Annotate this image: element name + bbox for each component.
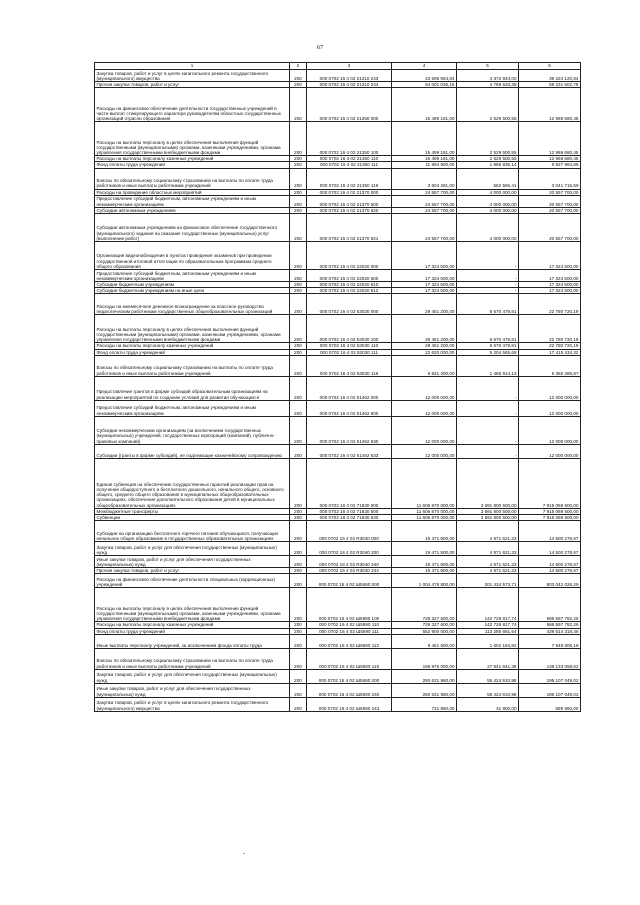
row-unexecuted-amount: 9 927 964,86 <box>519 162 581 168</box>
table-row <box>95 189 581 195</box>
table-row <box>95 294 581 315</box>
table-row <box>95 521 581 542</box>
row-unexecuted-amount: 12 000 000,00 <box>519 444 581 458</box>
row-budget-classification-code: 000 0702 16 4 02 Ш5590 200 <box>307 669 392 683</box>
row-budget-classification-code: 000 0702 16 4 02 21370 620 <box>307 207 392 213</box>
row-name: Предоставление субсидий бюджетным, автономным учреждениям и иным некоммерческим организациям <box>95 400 290 416</box>
column-number-3: 3 <box>307 63 392 70</box>
row-line-code: 200 <box>290 574 307 588</box>
row-executed-amount: 6 670 479,81 <box>457 315 519 343</box>
row-name: Межбюджетные трансферты <box>95 508 290 514</box>
row-budget-classification-code: 000 0702 16 4 02 61462 000 <box>307 376 392 400</box>
row-approved-amount: 19 471 900,00 <box>392 521 457 542</box>
row-name: Предоставление грантов в форме субсидий образовательным организациям на реализацию мероприятий по созданию условий для развития обучающихся <box>95 376 290 400</box>
row-budget-classification-code: 000 0702 16 4 02 61462 630 <box>307 416 392 444</box>
row-executed-amount: 55 424 910,98 <box>457 669 519 683</box>
table-row <box>95 242 581 270</box>
row-line-code: 200 <box>290 683 307 697</box>
row-unexecuted-amount: 22 780 720,19 <box>519 315 581 343</box>
row-budget-classification-code: 000 0702 16 4 02 22020 612 <box>307 288 392 294</box>
row-line-code: 200 <box>290 288 307 294</box>
row-approved-amount: 24 557 700,00 <box>392 189 457 195</box>
table-row <box>95 270 581 282</box>
row-line-code: 200 <box>290 270 307 282</box>
table-row <box>95 168 581 189</box>
row-name: Иные закупки товаров, работ и услуг для обеспечения государственных (муниципальных) нужд <box>95 683 290 697</box>
row-line-code: 200 <box>290 669 307 683</box>
row-executed-amount: - <box>457 444 519 458</box>
row-line-code: 200 <box>290 343 307 349</box>
row-line-code: 200 <box>290 556 307 568</box>
row-executed-amount: 142 729 817,74 <box>457 622 519 628</box>
row-line-code: 200 <box>290 207 307 213</box>
row-line-code: 200 <box>290 648 307 669</box>
row-executed-amount: 201 434 573,71 <box>457 574 519 588</box>
row-line-code: 200 <box>290 416 307 444</box>
row-approved-amount: 12 000 000,00 <box>392 444 457 458</box>
row-executed-amount: 4 971 621,33 <box>457 542 519 556</box>
row-name: Фонд оплаты труда учреждений <box>95 349 290 355</box>
row-executed-amount: - <box>457 416 519 444</box>
row-line-code: 200 <box>290 444 307 458</box>
row-name: Субсидии бюджетным учреждениям на иные цели <box>95 288 290 294</box>
row-name: Субсидии автономным учреждениям <box>95 207 290 213</box>
row-executed-amount: 1 966 935,14 <box>457 162 519 168</box>
row-unexecuted-amount: 14 500 278,67 <box>519 521 581 542</box>
table-row <box>95 195 581 207</box>
footer-mark: - <box>243 851 245 857</box>
row-line-code: 200 <box>290 82 307 88</box>
table-row <box>95 568 581 574</box>
table-row <box>95 88 581 122</box>
row-budget-classification-code: 000 0702 16 4 02 Ш5590 240 <box>307 683 392 697</box>
row-unexecuted-amount: 439 614 318,46 <box>519 628 581 634</box>
row-approved-amount: 11 606 870 000,00 <box>392 515 457 521</box>
row-approved-amount: 552 900 000,00 <box>392 628 457 634</box>
row-approved-amount: 6 831 200,00 <box>392 355 457 376</box>
row-executed-amount: 4 769 533,38 <box>457 82 519 88</box>
row-line-code: 200 <box>290 508 307 514</box>
row-budget-classification-code: 000 0702 16 4 02 Ш5590 110 <box>307 622 392 628</box>
row-executed-amount: 4 971 621,33 <box>457 568 519 574</box>
row-approved-amount: 11 606 870 000,00 <box>392 458 457 508</box>
row-budget-classification-code: 000 0702 16 4 02 21350 111 <box>307 162 392 168</box>
row-budget-classification-code: 000 0702 16 4 02 61462 600 <box>307 400 392 416</box>
table-row <box>95 207 581 213</box>
row-budget-classification-code: 000 0702 16 4 02 21350 100 <box>307 122 392 156</box>
table-row <box>95 315 581 343</box>
column-number-5: 5 <box>457 63 519 70</box>
row-unexecuted-amount: 20 557 700,00 <box>519 214 581 242</box>
row-budget-classification-code: 000 0702 16 4 02 21350 119 <box>307 168 392 189</box>
row-budget-classification-code: 000 0702 16 4 02 Ш5590 243 <box>307 697 392 711</box>
table-row <box>95 634 581 648</box>
row-executed-amount: 3 691 800 500,00 <box>457 508 519 514</box>
row-unexecuted-amount: 22 780 720,19 <box>519 343 581 349</box>
row-name: Закупка товаров, работ и услуг для обеспечения государственных (муниципальных) нужд <box>95 542 290 556</box>
row-unexecuted-amount: 7 915 069 500,00 <box>519 515 581 521</box>
row-executed-amount: 5 204 565,68 <box>457 349 519 355</box>
row-budget-classification-code: 000 0702 16 4 02 21310 243 <box>307 70 392 82</box>
table-row <box>95 542 581 556</box>
row-executed-amount: 4 971 621,33 <box>457 521 519 542</box>
row-executed-amount: 1 602 194,82 <box>457 634 519 648</box>
row-name: Фонд оплаты труда учреждений <box>95 162 290 168</box>
row-name: Расходы на ежемесячное денежное вознаграждение за классное руководство педагогическим работникам государственных общеобразовательных организаций <box>95 294 290 315</box>
row-unexecuted-amount: 7 915 069 500,00 <box>519 508 581 514</box>
row-unexecuted-amount: 12 000 000,00 <box>519 400 581 416</box>
row-executed-amount: 4 971 621,33 <box>457 556 519 568</box>
row-budget-classification-code: 000 0702 16 4 02 22020 610 <box>307 282 392 288</box>
row-unexecuted-amount: 17 324 500,00 <box>519 270 581 282</box>
row-unexecuted-amount: 20 557 700,00 <box>519 189 581 195</box>
row-approved-amount: 17 324 500,00 <box>392 288 457 294</box>
row-unexecuted-amount: 689 960,00 <box>519 697 581 711</box>
row-approved-amount: 250 631 960,00 <box>392 669 457 683</box>
row-executed-amount: 55 424 910,98 <box>457 683 519 697</box>
row-name: Иные закупки товаров, работ и услуг для обеспечения государственных (муниципальных) нужд <box>95 556 290 568</box>
row-unexecuted-amount: 7 849 605,18 <box>519 634 581 648</box>
table-row <box>95 458 581 508</box>
row-budget-classification-code: 000 0702 16 4 02 Ш5590 119 <box>307 648 392 669</box>
row-name: Субвенции <box>95 515 290 521</box>
row-name: Взносы по обязательному социальному страхованию на выплаты по оплате труда работников и иные выплаты работникам учреждений <box>95 648 290 669</box>
row-approved-amount: 12 000 000,00 <box>392 376 457 400</box>
row-approved-amount: 166 976 000,00 <box>392 648 457 669</box>
page-number: 67 <box>316 44 324 51</box>
column-number-2: 2 <box>290 63 307 70</box>
row-name: Субсидии бюджетным учреждениям <box>95 282 290 288</box>
row-budget-classification-code: 000 0702 16 4 02 Ш5590 112 <box>307 634 392 648</box>
row-approved-amount: 1 004 476 800,00 <box>392 574 457 588</box>
row-name: Расходы на выплаты персоналу в целях обеспечения выполнения функций государственными (муниципальными) органами, казенными учреждениями, органами управления государственными внебюджетными фондами <box>95 122 290 156</box>
row-unexecuted-amount: 3 041 715,59 <box>519 168 581 189</box>
row-unexecuted-amount: 803 042 026,29 <box>519 574 581 588</box>
row-line-code: 200 <box>290 122 307 156</box>
row-budget-classification-code: 000 0702 16 4 02 R3040 000 <box>307 521 392 542</box>
row-budget-classification-code: 000 0702 16 4 02 Ш5590 000 <box>307 574 392 588</box>
row-budget-classification-code: 000 0702 16 4 02 21370 621 <box>307 214 392 242</box>
row-executed-amount: 562 565,41 <box>457 168 519 189</box>
row-name: Субсидии на организацию бесплатного горячего питания обучающихся, получающих начальное общее образование в государственных образовательных организациях <box>95 521 290 542</box>
row-approved-amount: 250 631 960,00 <box>392 683 457 697</box>
budget-execution-table <box>94 62 581 712</box>
row-unexecuted-amount: 12 000 000,00 <box>519 376 581 400</box>
row-executed-amount: 4 372 844,00 <box>457 70 519 82</box>
row-unexecuted-amount: 39 224 120,84 <box>519 70 581 82</box>
table-row <box>95 355 581 376</box>
row-executed-amount: 2 529 500,55 <box>457 122 519 156</box>
row-name: Субсидии автономным учреждениям на финансовое обеспечение государственного (муниципального) задания на оказание государственных (муниципальных) услуг (выполнение работ) <box>95 214 290 242</box>
table-row <box>95 70 581 82</box>
column-number-4: 4 <box>392 63 457 70</box>
column-number-6: 6 <box>519 63 581 70</box>
row-unexecuted-amount: 586 597 782,26 <box>519 588 581 622</box>
table-row <box>95 156 581 162</box>
row-budget-classification-code: 000 0702 16 4 02 71830 530 <box>307 515 392 521</box>
row-unexecuted-amount: 586 597 782,26 <box>519 622 581 628</box>
row-line-code: 200 <box>290 697 307 711</box>
row-unexecuted-amount: 195 107 049,02 <box>519 683 581 697</box>
row-unexecuted-amount: 12 969 680,45 <box>519 122 581 156</box>
table-row <box>95 622 581 628</box>
row-approved-amount: 17 324 500,00 <box>392 242 457 270</box>
table-row <box>95 122 581 156</box>
row-name: Предоставление субсидий бюджетным, автономным учреждениям и иным некоммерческим организациям <box>95 195 290 207</box>
row-executed-amount: - <box>457 242 519 270</box>
row-budget-classification-code: 000 0702 16 4 02 Ш5590 100 <box>307 588 392 622</box>
row-executed-amount: - <box>457 282 519 288</box>
table-row <box>95 588 581 622</box>
row-approved-amount: 29 451 200,00 <box>392 343 457 349</box>
row-line-code: 200 <box>290 628 307 634</box>
row-line-code: 200 <box>290 355 307 376</box>
row-name: Расходы на финансовое обеспечение деятельности государственных учреждений в части выплат стимулирующего характера руководителям областных государственных организаций отрасли образования <box>95 88 290 122</box>
row-unexecuted-amount: 14 500 278,67 <box>519 568 581 574</box>
row-line-code: 200 <box>290 622 307 628</box>
budget-execution-table-sheet <box>94 62 580 712</box>
table-row <box>95 416 581 444</box>
row-approved-amount: 12 000 000,00 <box>392 400 457 416</box>
row-unexecuted-amount: 139 133 058,62 <box>519 648 581 669</box>
row-approved-amount: 11 894 900,00 <box>392 162 457 168</box>
row-budget-classification-code: 000 0702 16 4 02 53030 000 <box>307 294 392 315</box>
row-approved-amount: 9 451 600,00 <box>392 634 457 648</box>
row-unexecuted-amount: 17 415 434,32 <box>519 349 581 355</box>
row-executed-amount: 3 691 800 500,00 <box>457 515 519 521</box>
row-executed-amount: 142 729 817,74 <box>457 588 519 622</box>
row-executed-amount: 4 000 000,00 <box>457 207 519 213</box>
row-budget-classification-code: 000 0702 16 4 02 21310 244 <box>307 82 392 88</box>
row-executed-amount: 6 670 479,81 <box>457 343 519 349</box>
row-executed-amount: - <box>457 400 519 416</box>
row-unexecuted-amount: 7 915 069 500,00 <box>519 458 581 508</box>
row-name: Закупка товаров, работ и услуг в целях капитального ремонта государственного (муниципального) имущества <box>95 697 290 711</box>
row-name: Расходы на выплаты персоналу в целях обеспечения выполнения функций государственными (муниципальными) органами, казенными учреждениями, органами управления государственными внебюджетными фондами <box>95 588 290 622</box>
row-approved-amount: 12 000 000,00 <box>392 416 457 444</box>
table-body <box>95 70 581 712</box>
row-unexecuted-amount: 17 324 500,00 <box>519 282 581 288</box>
row-approved-amount: 24 557 700,00 <box>392 195 457 207</box>
table-row <box>95 444 581 458</box>
row-line-code: 200 <box>290 349 307 355</box>
row-approved-amount: 731 860,00 <box>392 697 457 711</box>
row-line-code: 200 <box>290 88 307 122</box>
row-line-code: 200 <box>290 282 307 288</box>
row-unexecuted-amount: 20 557 700,00 <box>519 195 581 207</box>
row-executed-amount: 2 529 500,55 <box>457 156 519 162</box>
row-unexecuted-amount: 12 969 680,45 <box>519 156 581 162</box>
row-line-code: 200 <box>290 162 307 168</box>
row-name: Расходы на выплаты персоналу казенных учреждений <box>95 156 290 162</box>
row-unexecuted-amount: 12 000 000,00 <box>519 416 581 444</box>
column-number-1: 1 <box>95 63 290 70</box>
row-approved-amount: 11 606 870 000,00 <box>392 508 457 514</box>
row-budget-classification-code: 000 0702 16 4 02 21350 000 <box>307 88 392 122</box>
row-name: Прочая закупка товаров, работ и услуг <box>95 568 290 574</box>
row-name: Закупка товаров, работ и услуг для обеспечения государственных (муниципальных) нужд <box>95 669 290 683</box>
row-budget-classification-code: 000 0702 16 4 02 21370 600 <box>307 195 392 207</box>
row-line-code: 200 <box>290 542 307 556</box>
row-executed-amount: - <box>457 270 519 282</box>
row-line-code: 200 <box>290 294 307 315</box>
row-unexecuted-amount: 195 107 049,02 <box>519 669 581 683</box>
row-unexecuted-amount: 14 500 278,67 <box>519 542 581 556</box>
row-executed-amount: 2 529 500,55 <box>457 88 519 122</box>
row-line-code: 200 <box>290 376 307 400</box>
row-approved-amount: 24 557 700,00 <box>392 214 457 242</box>
table-row <box>95 400 581 416</box>
row-budget-classification-code: 000 0702 16 4 02 R3040 240 <box>307 556 392 568</box>
row-budget-classification-code: 000 0702 16 4 02 53030 111 <box>307 349 392 355</box>
row-name: Расходы на финансовое обеспечение деятельности специальных (коррекционных) учреждений <box>95 574 290 588</box>
row-line-code: 200 <box>290 195 307 207</box>
row-approved-amount: 15 499 181,00 <box>392 122 457 156</box>
row-name: Взносы по обязательному социальному страхованию на выплаты по оплате труда работников и иные выплаты работникам учреждений <box>95 355 290 376</box>
row-approved-amount: 29 451 200,00 <box>392 315 457 343</box>
row-budget-classification-code: 000 0702 16 4 02 Ш5590 111 <box>307 628 392 634</box>
row-executed-amount: 6 670 479,81 <box>457 294 519 315</box>
row-line-code: 200 <box>290 568 307 574</box>
row-line-code: 200 <box>290 458 307 508</box>
row-approved-amount: 17 324 500,00 <box>392 282 457 288</box>
row-budget-classification-code: 000 0702 16 4 02 53030 100 <box>307 315 392 343</box>
row-unexecuted-amount: 14 500 278,67 <box>519 556 581 568</box>
table-row <box>95 683 581 697</box>
row-approved-amount: 19 471 900,00 <box>392 568 457 574</box>
row-approved-amount: 729 327 600,00 <box>392 622 457 628</box>
row-executed-amount: - <box>457 288 519 294</box>
table-row <box>95 669 581 683</box>
row-budget-classification-code: 000 0702 16 4 02 61462 633 <box>307 444 392 458</box>
row-budget-classification-code: 000 0702 16 4 02 71830 500 <box>307 508 392 514</box>
row-name: Субсидии (гранты в форме субсидий), не подлежащие казначейскому сопровождению <box>95 444 290 458</box>
row-approved-amount: 729 327 600,00 <box>392 588 457 622</box>
row-line-code: 200 <box>290 400 307 416</box>
row-name: Единая субвенция на обеспечение государственных гарантий реализации прав на получение общедоступного и бесплатного дошкольного, начального общего, основного общего, среднего общего образования в муниципальных общеобразовательных организациях, обеспечение дополнительного образования детей в муниципальных общеобразовательных организациях <box>95 458 290 508</box>
row-line-code: 200 <box>290 521 307 542</box>
row-approved-amount: 64 001 036,16 <box>392 82 457 88</box>
row-line-code: 200 <box>290 315 307 343</box>
row-unexecuted-amount: 22 780 720,19 <box>519 294 581 315</box>
row-name: Расходы на проведение областных мероприятий <box>95 189 290 195</box>
row-name: Иные выплаты персоналу учреждений, за исключением фонда оплаты труда <box>95 634 290 648</box>
row-executed-amount: 27 841 941,38 <box>457 648 519 669</box>
row-line-code: 200 <box>290 189 307 195</box>
row-budget-classification-code: 000 0702 16 4 02 22020 000 <box>307 242 392 270</box>
row-executed-amount: 4 000 000,00 <box>457 214 519 242</box>
row-line-code: 200 <box>290 515 307 521</box>
row-budget-classification-code: 000 0702 16 4 02 53030 119 <box>307 355 392 376</box>
row-name: Предоставление субсидий бюджетным, автономным учреждениям и иным некоммерческим организациям <box>95 270 290 282</box>
row-executed-amount: 4 000 000,00 <box>457 195 519 207</box>
row-name: Фонд оплаты труда учреждений <box>95 628 290 634</box>
row-approved-amount: 22 620 000,00 <box>392 349 457 355</box>
row-executed-amount: 3 691 800 500,00 <box>457 458 519 508</box>
row-name: Организация видеонаблюдения в пунктах проведения экзаменов при проведении государственной итоговой аттестации по образовательным программам среднего общего образования <box>95 242 290 270</box>
row-approved-amount: 29 451 200,00 <box>392 294 457 315</box>
row-approved-amount: 19 471 900,00 <box>392 542 457 556</box>
row-line-code: 200 <box>290 156 307 162</box>
row-unexecuted-amount: 17 324 500,00 <box>519 288 581 294</box>
table-row <box>95 343 581 349</box>
row-approved-amount: 17 324 500,00 <box>392 270 457 282</box>
row-budget-classification-code: 000 0702 16 4 02 53030 110 <box>307 343 392 349</box>
table-row <box>95 214 581 242</box>
row-budget-classification-code: 000 0702 16 4 02 21350 110 <box>307 156 392 162</box>
row-name: Субсидии некоммерческим организациям (за исключением государственных (муниципальных) учреждений, государственных корпораций (компаний), публично-правовых компаний) <box>95 416 290 444</box>
row-approved-amount: 19 471 900,00 <box>392 556 457 568</box>
table-row <box>95 376 581 400</box>
row-budget-classification-code: 000 0702 16 4 02 R3040 244 <box>307 568 392 574</box>
row-line-code: 200 <box>290 634 307 648</box>
row-approved-amount: 15 499 181,00 <box>392 88 457 122</box>
row-name: Расходы на выплаты персоналу в целях обеспечения выполнения функций государственными (муниципальными) органами, казенными учреждениями, органами управления государственными внебюджетными фондами <box>95 315 290 343</box>
row-name: Расходы на выплаты персоналу казенных учреждений <box>95 343 290 349</box>
row-unexecuted-amount: 5 365 285,87 <box>519 355 581 376</box>
row-executed-amount: 41 900,00 <box>457 697 519 711</box>
row-unexecuted-amount: 20 557 700,00 <box>519 207 581 213</box>
row-approved-amount: 24 557 700,00 <box>392 207 457 213</box>
table-row <box>95 648 581 669</box>
row-unexecuted-amount: 12 969 680,45 <box>519 88 581 122</box>
row-approved-amount: 3 604 281,00 <box>392 168 457 189</box>
row-line-code: 200 <box>290 242 307 270</box>
row-approved-amount: 15 499 181,00 <box>392 156 457 162</box>
row-executed-amount: 4 000 000,00 <box>457 189 519 195</box>
row-budget-classification-code: 000 0702 16 4 02 21370 000 <box>307 189 392 195</box>
row-line-code: 200 <box>290 588 307 622</box>
table-row <box>95 574 581 588</box>
row-name: Прочая закупка товаров, работ и услуг <box>95 82 290 88</box>
row-line-code: 200 <box>290 70 307 82</box>
row-budget-classification-code: 000 0702 16 4 02 R3040 200 <box>307 542 392 556</box>
row-approved-amount: 43 596 964,84 <box>392 70 457 82</box>
row-unexecuted-amount: 17 324 500,00 <box>519 242 581 270</box>
row-budget-classification-code: 000 0702 16 4 02 71830 000 <box>307 458 392 508</box>
row-line-code: 200 <box>290 168 307 189</box>
table-row <box>95 556 581 568</box>
table-row <box>95 82 581 88</box>
column-number-row <box>95 63 581 70</box>
table-row <box>95 697 581 711</box>
row-executed-amount: - <box>457 376 519 400</box>
row-budget-classification-code: 000 0702 16 4 02 22020 600 <box>307 270 392 282</box>
row-name: Взносы по обязательному социальному страхованию на выплаты по оплате труда работников и иные выплаты работникам учреждений <box>95 168 290 189</box>
row-executed-amount: 1 465 914,13 <box>457 355 519 376</box>
row-name: Расходы на выплаты персоналу казенных учреждений <box>95 622 290 628</box>
row-unexecuted-amount: 59 231 502,78 <box>519 82 581 88</box>
row-executed-amount: 113 285 681,54 <box>457 628 519 634</box>
row-name: Закупка товаров, работ и услуг в целях капитального ремонта государственного (муниципального) имущества <box>95 70 290 82</box>
row-line-code: 200 <box>290 214 307 242</box>
